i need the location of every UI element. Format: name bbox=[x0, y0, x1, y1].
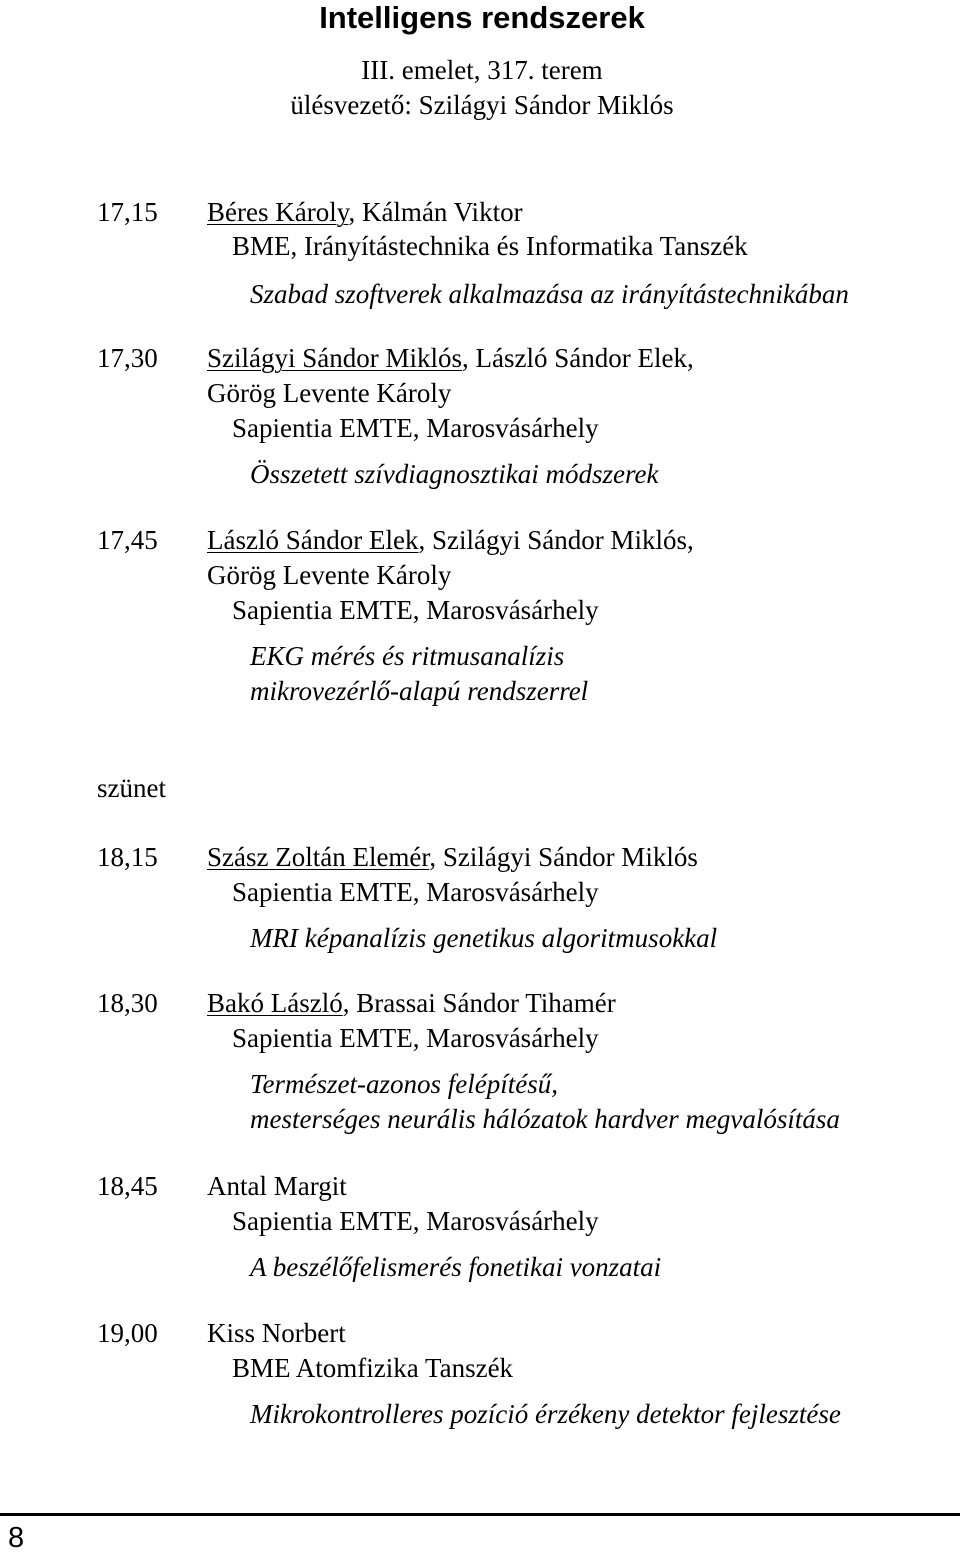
talk-title: Szabad szoftverek alkalmazása az irányítástechnikában bbox=[250, 279, 849, 309]
talk-time: 19,00 bbox=[97, 1318, 158, 1348]
talk-authors bbox=[207, 196, 523, 228]
presenting-author: Antal Margit bbox=[207, 1171, 347, 1201]
talk-title: Mikrokontrolleres pozíció érzékeny detektor fejlesztése bbox=[250, 1399, 841, 1429]
talk-title: Természet-azonos felépítésű, bbox=[250, 1069, 558, 1099]
talk-authors-continued: Görög Levente Károly bbox=[207, 560, 452, 590]
talk-authors bbox=[207, 841, 698, 873]
presenting-author: Béres Károly bbox=[207, 197, 349, 227]
talk-institution: Sapientia EMTE, Marosvásárhely bbox=[232, 1023, 599, 1053]
coauthors: , László Sándor Elek, bbox=[462, 343, 694, 373]
coauthors: , Brassai Sándor Tihamér bbox=[342, 988, 616, 1018]
talk-time: 17,15 bbox=[97, 197, 158, 227]
talk-authors bbox=[207, 342, 694, 374]
page-title: Intelligens rendszerek bbox=[319, 0, 645, 35]
presenting-author: László Sándor Elek bbox=[207, 525, 419, 555]
page-number: 8 bbox=[8, 1522, 25, 1554]
talk-time: 17,45 bbox=[97, 525, 158, 555]
talk-institution: Sapientia EMTE, Marosvásárhely bbox=[232, 1206, 599, 1236]
room-info: III. emelet, 317. terem bbox=[361, 55, 603, 85]
talk-authors bbox=[207, 987, 616, 1019]
talk-authors-continued: Görög Levente Károly bbox=[207, 378, 452, 408]
coauthors: , Szilágyi Sándor Miklós, bbox=[418, 525, 694, 555]
talk-authors bbox=[207, 524, 694, 556]
talk-authors bbox=[207, 1170, 347, 1202]
talk-time: 18,45 bbox=[97, 1171, 158, 1201]
talk-institution: Sapientia EMTE, Marosvásárhely bbox=[232, 595, 599, 625]
coauthors: , Szilágyi Sándor Miklós bbox=[429, 842, 698, 872]
talk-institution: Sapientia EMTE, Marosvásárhely bbox=[232, 877, 599, 907]
talk-title-continued: mikrovezérlő-alapú rendszerrel bbox=[250, 676, 589, 706]
presenting-author: Szilágyi Sándor Miklós bbox=[207, 343, 462, 373]
break-label: szünet bbox=[97, 773, 166, 803]
presenting-author: Bakó László bbox=[207, 988, 343, 1018]
talk-title-continued: mesterséges neurális hálózatok hardver megvalósítása bbox=[250, 1104, 840, 1134]
talk-institution: BME, Irányítástechnika és Informatika Tanszék bbox=[232, 231, 748, 261]
footer-divider bbox=[0, 1513, 960, 1516]
talk-title: EKG mérés és ritmusanalízis bbox=[250, 641, 565, 671]
talk-title: MRI képanalízis genetikus algoritmusokkal bbox=[250, 923, 718, 953]
talk-institution: BME Atomfizika Tanszék bbox=[232, 1353, 514, 1383]
coauthors: , Kálmán Viktor bbox=[348, 197, 523, 227]
talk-title: Összetett szívdiagnosztikai módszerek bbox=[250, 459, 659, 489]
talk-authors bbox=[207, 1317, 346, 1349]
talk-title: A beszélőfelismerés fonetikai vonzatai bbox=[250, 1252, 662, 1282]
talk-time: 18,30 bbox=[97, 988, 158, 1018]
talk-time: 18,15 bbox=[97, 842, 158, 872]
presenting-author: Kiss Norbert bbox=[207, 1318, 346, 1348]
session-chair: ülésvezető: Szilágyi Sándor Miklós bbox=[290, 90, 674, 120]
talk-time: 17,30 bbox=[97, 343, 158, 373]
presenting-author: Szász Zoltán Elemér bbox=[207, 842, 430, 872]
talk-institution: Sapientia EMTE, Marosvásárhely bbox=[232, 413, 599, 443]
